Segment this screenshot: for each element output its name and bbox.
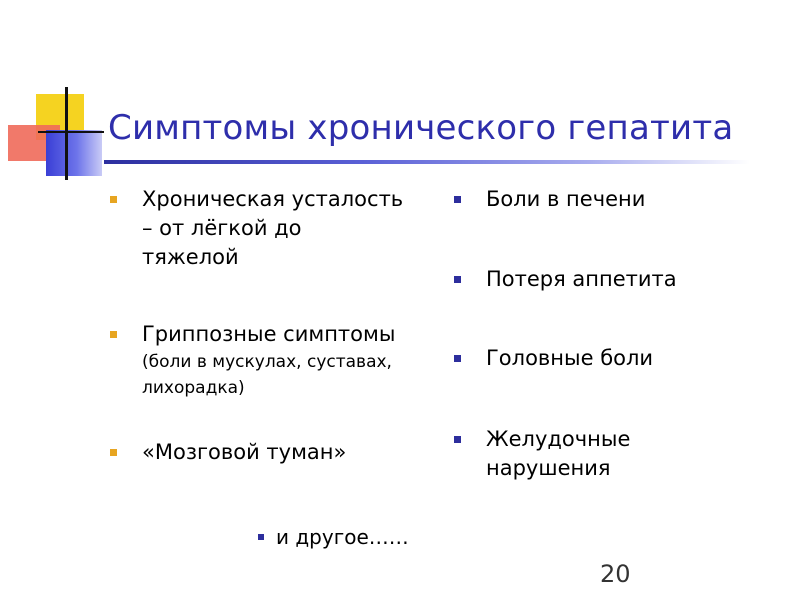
extra-item-text: и другое…… — [276, 525, 409, 549]
list-item-line: (боли в мускулах, суставах, — [142, 352, 392, 372]
list-item — [452, 425, 630, 483]
list-item — [452, 344, 653, 373]
list-item-line: – от лёгкой до — [142, 216, 302, 240]
bullet-icon — [258, 534, 264, 540]
list-item — [452, 185, 645, 214]
list-item — [452, 265, 677, 294]
decorative-logo — [0, 0, 120, 190]
extra-list-item — [258, 523, 409, 552]
list-item-line: Гриппозные симптомы — [142, 322, 396, 346]
logo-blue-square — [46, 130, 102, 176]
list-item-line: Боли в печени — [486, 187, 646, 211]
list-item-line: Потеря аппетита — [486, 267, 677, 291]
list-item — [108, 438, 346, 467]
bullet-icon — [454, 276, 461, 283]
bullet-icon — [454, 355, 461, 362]
list-item-line: «Мозговой туман» — [142, 440, 347, 464]
list-item-line: лихорадка) — [142, 378, 245, 398]
page-number: 20 — [600, 560, 631, 588]
list-item-line: Головные боли — [486, 346, 654, 370]
bullet-icon — [110, 331, 117, 338]
slide-title: Симптомы хронического гепатита — [108, 108, 734, 148]
list-item — [108, 320, 395, 401]
bullet-icon — [110, 196, 117, 203]
list-item-line: тяжелой — [142, 245, 239, 269]
logo-horizontal-line — [38, 131, 104, 133]
bullet-icon — [454, 196, 461, 203]
bullet-icon — [110, 449, 117, 456]
list-item-line: Желудочные — [486, 427, 631, 451]
list-item-line: нарушения — [486, 456, 611, 480]
list-item — [108, 185, 403, 272]
bullet-icon — [454, 436, 461, 443]
list-item-line: Хроническая усталость — [142, 187, 404, 211]
logo-vertical-line — [65, 87, 68, 180]
title-underline — [104, 160, 750, 164]
